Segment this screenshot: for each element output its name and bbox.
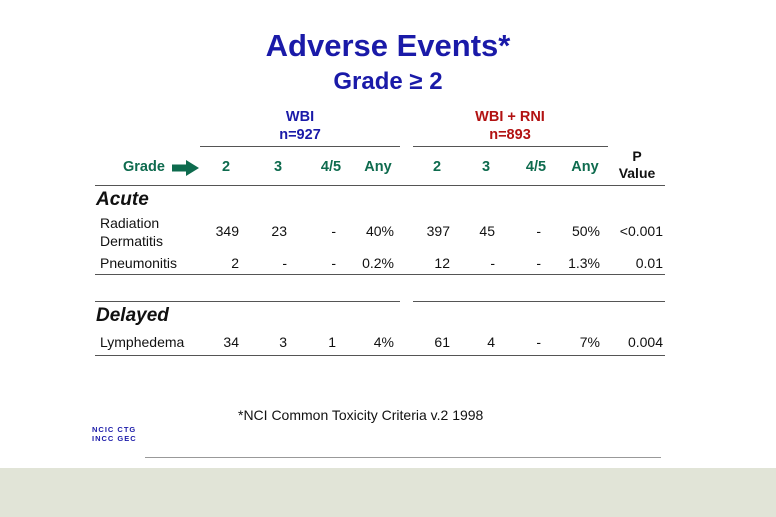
cell-lymphedema-rni-45: - <box>536 334 541 350</box>
bottom-band <box>0 468 776 517</box>
cell-pneumonitis-rni-2: 12 <box>434 255 450 271</box>
slide-subtitle: Grade ≥ 2 <box>333 68 443 95</box>
cell-lymphedema-wbi-3: 3 <box>279 334 287 350</box>
cell-lymphedema-wbi-2: 34 <box>223 334 239 350</box>
col-header-wbi-3: 3 <box>273 159 283 175</box>
col-header-wbi-any: Any <box>364 159 392 175</box>
col-header-wbi-45: 4/5 <box>320 159 342 175</box>
cell-pneumonitis-pvalue: 0.01 <box>635 255 663 271</box>
footnote: *NCI Common Toxicity Criteria v.2 1998 <box>238 407 484 423</box>
cell-radiation-wbi-45: - <box>331 223 336 239</box>
delayed-rule-rni <box>413 301 665 302</box>
cell-radiation-rni-3: 45 <box>479 223 495 239</box>
cell-lymphedema-rni-any: 7% <box>579 334 600 350</box>
cell-radiation-rni-any: 50% <box>571 223 600 239</box>
slide-title: Adverse Events* <box>265 28 511 63</box>
group-underline-rni <box>413 146 608 147</box>
row-label-pneumonitis: Pneumonitis <box>100 255 178 271</box>
group-rni-n: n=893 <box>489 127 531 143</box>
header-rule <box>95 185 665 186</box>
cell-lymphedema-pvalue: 0.004 <box>627 334 663 350</box>
cell-radiation-wbi-3: 23 <box>271 223 287 239</box>
group-underline-wbi <box>200 146 400 147</box>
cell-pneumonitis-wbi-45: - <box>331 255 336 271</box>
logo-line2: INCC GEC <box>92 434 137 443</box>
radiation-label-line2: Dermatitis <box>100 233 164 249</box>
delayed-rule-wbi <box>95 301 400 302</box>
cell-lymphedema-rni-3: 4 <box>487 334 495 350</box>
row-label-radiation-dermatitis <box>100 214 163 250</box>
acute-rule <box>95 274 665 275</box>
cell-radiation-wbi-2: 349 <box>215 223 239 239</box>
footer-rule <box>145 457 661 458</box>
cell-pneumonitis-rni-45: - <box>536 255 541 271</box>
pvalue-line1: P <box>632 148 642 164</box>
cell-radiation-wbi-any: 40% <box>365 223 394 239</box>
cell-pneumonitis-rni-any: 1.3% <box>568 255 600 271</box>
col-header-rni-2: 2 <box>432 159 442 175</box>
cell-pneumonitis-wbi-2: 2 <box>231 255 239 271</box>
group-rni-name: WBI + RNI <box>475 109 545 125</box>
cell-pneumonitis-wbi-any: 0.2% <box>362 255 394 271</box>
cell-radiation-rni-45: - <box>536 223 541 239</box>
group-wbi-name: WBI <box>285 109 315 125</box>
cell-radiation-pvalue: <0.001 <box>619 223 663 239</box>
col-header-rni-45: 4/5 <box>525 159 547 175</box>
section-acute: Acute <box>96 189 149 210</box>
cell-lymphedema-rni-2: 61 <box>434 334 450 350</box>
group-header-wbi <box>230 108 370 144</box>
cell-pneumonitis-rni-3: - <box>490 255 495 271</box>
col-header-rni-3: 3 <box>481 159 491 175</box>
section-delayed: Delayed <box>96 305 169 326</box>
col-header-rni-any: Any <box>571 159 599 175</box>
grade-label: Grade <box>123 159 165 175</box>
col-header-wbi-2: 2 <box>221 159 231 175</box>
radiation-label-line1: Radiation <box>100 215 160 231</box>
row-label-lymphedema: Lymphedema <box>100 334 185 350</box>
arrow-right-icon <box>172 160 199 176</box>
cell-pneumonitis-wbi-3: - <box>282 255 287 271</box>
logo-line1: NCIC CTG <box>92 425 137 434</box>
group-wbi-n: n=927 <box>279 127 321 143</box>
col-header-pvalue <box>612 148 662 182</box>
delayed-bottom-rule <box>95 355 665 356</box>
cell-lymphedema-wbi-any: 4% <box>373 334 394 350</box>
cell-radiation-rni-2: 397 <box>426 223 450 239</box>
cell-lymphedema-wbi-45: 1 <box>328 334 336 350</box>
ncic-ctg-logo <box>92 425 137 443</box>
group-header-rni <box>440 108 580 144</box>
pvalue-line2: Value <box>618 165 656 181</box>
